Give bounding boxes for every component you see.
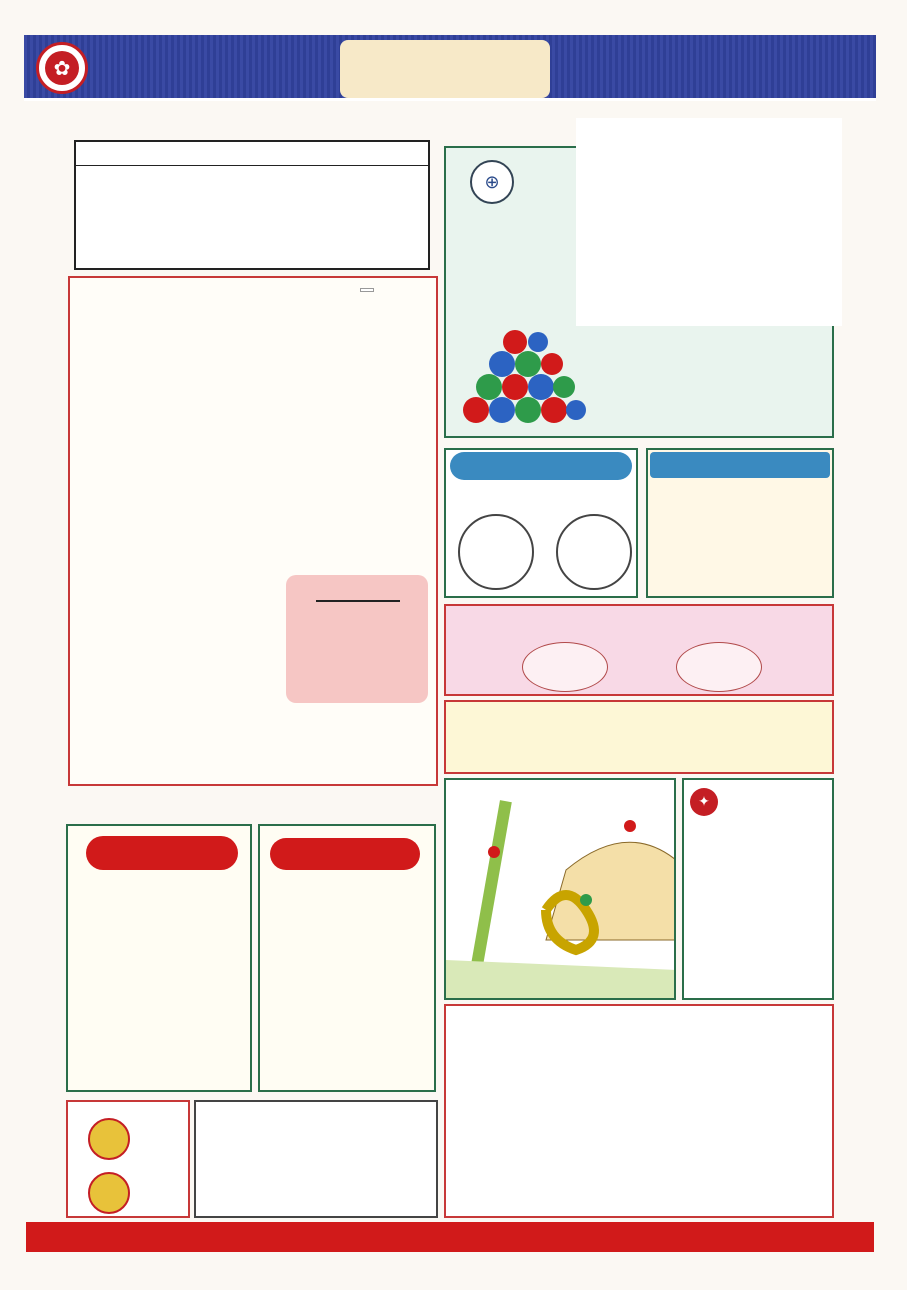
goat-icon [676,642,762,692]
footer-banner [26,1222,874,1252]
number-circle [88,1172,130,1214]
secret-tag [360,288,374,292]
jockey-logo-icon: ⊕ [470,160,514,204]
figure-line [316,600,400,602]
lottery-balls-icon [456,330,586,430]
treasure-map [444,778,676,1000]
number-circle [88,1118,130,1160]
bauhinia-emblem-icon: ✿ [36,42,88,94]
hot-cold-title [76,142,428,166]
special-big [458,514,534,590]
rooster-icon [522,642,608,692]
zodiac-poem-tab [270,838,420,870]
hot-cold-table [74,140,430,270]
title-banner [340,40,550,98]
special-odd [556,514,632,590]
picks-box [444,700,834,774]
results-tab [650,452,830,478]
marksix-right-strip [848,110,874,1215]
meeting-box [68,276,438,786]
marksix-left-strip [30,135,56,1215]
lucky-zodiac-box [444,604,834,696]
bird-icon: ✦ [690,788,718,816]
secret-figure-panel [286,575,428,703]
gold-tip-box [194,1100,438,1218]
special-code-tab [450,452,632,480]
almanac-box [444,1004,834,1218]
secret-figure [316,600,400,602]
special-prediction-tab [86,836,238,870]
redaction-box [576,118,842,326]
treasure-map-illustration [446,780,676,1000]
